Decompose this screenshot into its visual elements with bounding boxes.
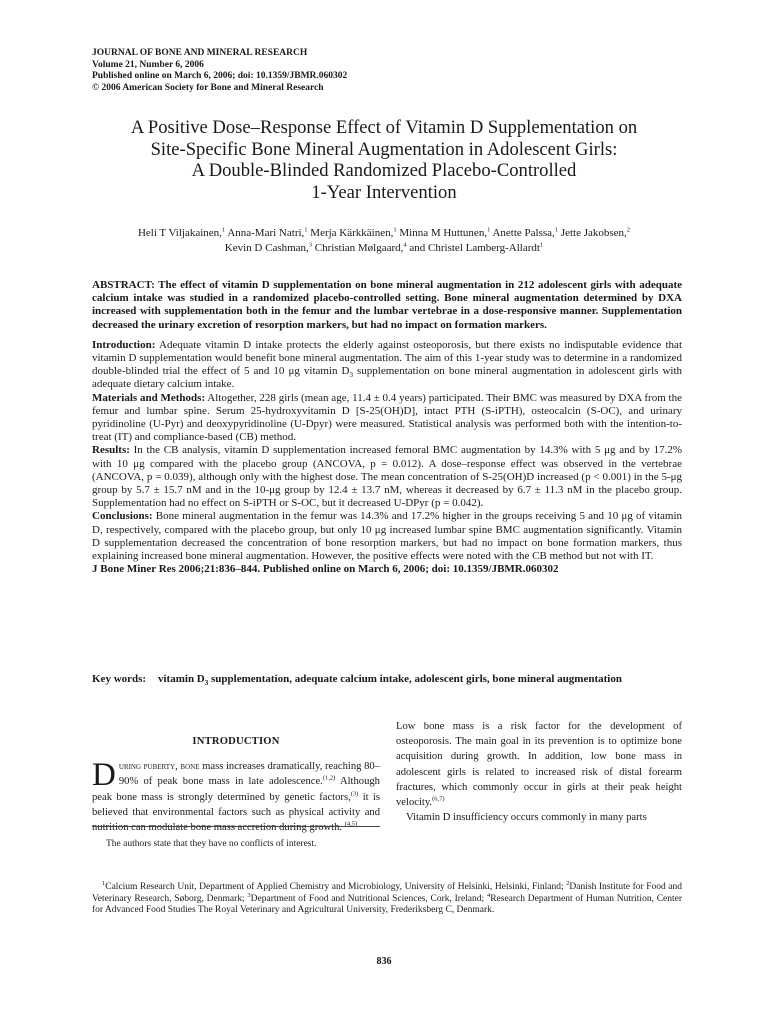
author-name: Anna-Mari Natri, (227, 227, 305, 239)
right-column (396, 719, 682, 825)
footnote-text: Danish Institute for Food and Veterinary Research, Søborg, Denmark; (92, 882, 682, 904)
footnote-mark: 3 (247, 891, 251, 899)
intro-paragraph-2: Vitamin D insufficiency occurs commonly in many parts (406, 812, 647, 824)
title-line: A Positive Dose–Response Effect of Vitamin D Supplementation on (130, 117, 638, 138)
abstract (92, 279, 682, 576)
author-list (60, 226, 708, 255)
conclusions-label: Conclusions: (92, 510, 153, 523)
article-title (60, 117, 708, 203)
journal-name: JOURNAL OF BONE AND MINERAL RESEARCH (92, 48, 308, 58)
introduction-label: Introduction: (92, 338, 156, 351)
reference: (6,7) (432, 795, 445, 803)
author-affiliation: 1 (554, 226, 559, 234)
keywords-label: Key words: (92, 673, 147, 685)
author-affiliation: 1 (487, 226, 491, 234)
author-affiliation: 1 (221, 226, 226, 234)
section-heading: INTRODUCTION (192, 736, 280, 747)
footnote-mark: 2 (566, 879, 570, 887)
author-affiliation: 4 (403, 240, 407, 248)
title-line: 1-Year Intervention (311, 181, 457, 203)
abstract-conclusions (92, 510, 682, 563)
author-name: Anette Palssa, (492, 227, 555, 239)
author-affiliation: 1 (393, 226, 397, 234)
conclusions-text: Bone mineral augmentation in the femur was 14.3% and 17.2% higher in the groups receiving 5 and 10 μg of vitamin D, respectively, compared with the placebo group, but only 10 μg increased lumbar spine BMC augmentation significantly. Vitamin D supplementation decreased the concentration of bone resorption markers, but had no impact on bone formation markers, thus explaining increased bone mineral augmentation. However, the positive effects were noted with the CB method but not with IT. (92, 510, 682, 563)
keywords (92, 671, 682, 687)
journal-published: Published online on March 6, 2006; doi: 10.1359/JBMR.060302 (92, 71, 348, 81)
author-affiliation: 2 (626, 226, 631, 234)
intro-text: it is believed that environmental factors such as physical activity and nutrition can modulate bone mass accretion during growth. (92, 791, 380, 834)
reference: (1,2) (322, 774, 336, 782)
results-text: In the CB analysis, vitamin D supplementation increased femoral BMC augmentation by 14.3% with 5 μg and by 17.2% with 10 μg compared with the placebo group (ANCOVA, p = 0.012). A dose–response effect was observed in the vertebrae (ANCOVA, p = 0.039), although only with the highest dose. The mean concentration of S-25(OH)D increased (p < 0.001) in the 5-μg group by 5.7 ± 15.7 nM and in the 10-μg group by 12.4 ± 13.7 nM, whereas it decreased by 6.7 ± 11.3 nM in the placebo group. Supplementation had no effect on S-iPTH or S-OC, but it decreased U-DPyr (p = 0.042). (92, 444, 682, 510)
abstract-summary: ABSTRACT: The effect of vitamin D supplementation on bone mineral augmentation in 212 adolescent girls with adequate calcium intake was studied in a randomized placebo-controlled setting. Bone mineral augmentation determined by DXA increased with supplementation both in the femur and the lumbar vertebrae in a dose-responsive manner. Supplementation decreased the urinary excretion of resorption markers, but had no impact on formation markers. (92, 279, 682, 331)
author-name: Heli T Viljakainen, (137, 227, 222, 239)
reference: (3) (350, 790, 359, 798)
title-line: Site-Specific Bone Mineral Augmentation in Adolescent Girls: (150, 138, 618, 160)
keywords-part: supplementation, adequate calcium intake, adolescent girls, bone mineral augmentation (211, 673, 622, 685)
left-column (92, 730, 380, 835)
intro-text: Although peak bone mass is strongly determined by genetic factors, (92, 776, 380, 803)
affiliation-footnote (92, 879, 683, 917)
footnote-text: Calcium Research Unit, Department of Applied Chemistry and Microbiology, University of Helsinki, Helsinki, Finland; (105, 882, 564, 892)
results-label: Results: (92, 444, 130, 457)
intro-text: Low bone mass is a risk factor for the development of osteoporosis. The main goal in its prevention is to optimize bone acquisition during growth. In addition, low bone mass in adolescent girls is related to increased risk of distal forearm fractures, which commonly occur in girls at their peak height velocity. (396, 721, 682, 809)
conflict-note: The authors state that they have no conflicts of interest. (106, 839, 317, 849)
author-affiliation: 3 (308, 240, 313, 248)
author-affiliation: 1 (539, 240, 544, 248)
keywords-text (158, 671, 682, 687)
journal-header (92, 48, 347, 94)
subscript: 3 (204, 679, 209, 688)
keywords-part: vitamin D (158, 673, 205, 685)
intro-paragraph (92, 759, 380, 835)
small-caps-text: uring puberty, bone (118, 761, 200, 773)
abstract-introduction (92, 339, 682, 392)
journal-volume: Volume 21, Number 6, 2006 (92, 59, 204, 70)
footnote-text: Research Department of Human Nutrition, Center for Advanced Food Studies The Royal Veterinary and Agricultural University, Frederiksberg C, Denmark. (92, 893, 683, 915)
footnote-divider (92, 826, 380, 827)
methods-text: Altogether, 228 girls (mean age, 11.4 ± 0.4 years) participated. Their BMC was measured by DXA from the femur and lumbar spine. Serum 25-hydroxyvitamin D [S-25(OH)D], intact PTH (S-iPTH), osteocalcin (S-OC), and urinary pyridinoline (U-Pyr) and deoxypyridinoline (U-Dpyr) were measured. Statistical analysis was performed both with the intention-to-treat (IT) and compliance-based (CB) method. (92, 391, 682, 444)
subscript: 3 (349, 371, 353, 380)
citation-line: J Bone Miner Res 2006;21:836–844. Published online on March 6, 2006; doi: 10.1359/JBMR.060302 (92, 563, 559, 576)
reference: (4,5) (344, 820, 358, 828)
author-name: Kevin D Cashman, (224, 241, 309, 254)
footnote-text: Department of Food and Nutritional Sciences, Cork, Ireland; (250, 893, 485, 904)
author-name: Jette Jakobsen, (560, 227, 627, 239)
page-number: 836 (376, 956, 392, 967)
author-name: Christian Mølgaard, (314, 241, 404, 254)
footnote-mark: 1 (102, 879, 106, 887)
intro-continuation (396, 719, 682, 810)
author-name: Merja Kärkkäinen, (310, 227, 394, 239)
drop-cap: D (92, 757, 116, 794)
abstract-results (92, 444, 682, 510)
author-name: and Christel Lamberg-Allardt (409, 241, 540, 254)
abstract-methods (92, 392, 682, 445)
author-affiliation: 1 (304, 226, 308, 234)
journal-copyright: © 2006 American Society for Bone and Mineral Research (92, 82, 324, 93)
introduction-text: Adequate vitamin D intake protects the elderly against osteoporosis, but there exists no indisputable evidence that vitamin D supplementation would benefit bone mineral augmentation. The aim of this 1-year study was to determine in a randomized double-blinded trial the effect of 5 and 10 μg vitamin D (92, 338, 682, 378)
footnote-mark: 4 (486, 891, 491, 899)
title-line: A Double-Blinded Randomized Placebo-Controlled (191, 160, 577, 181)
methods-label: Materials and Methods: (92, 391, 206, 404)
intro-text: mass increases dramatically, reaching 80–90% of peak bone mass in late adolescence. (118, 761, 381, 788)
author-name: Minna M Huttunen, (399, 227, 488, 239)
introduction-text: supplementation on bone mineral augmentation in adolescent girls with adequate dietary calcium intake. (92, 365, 683, 391)
